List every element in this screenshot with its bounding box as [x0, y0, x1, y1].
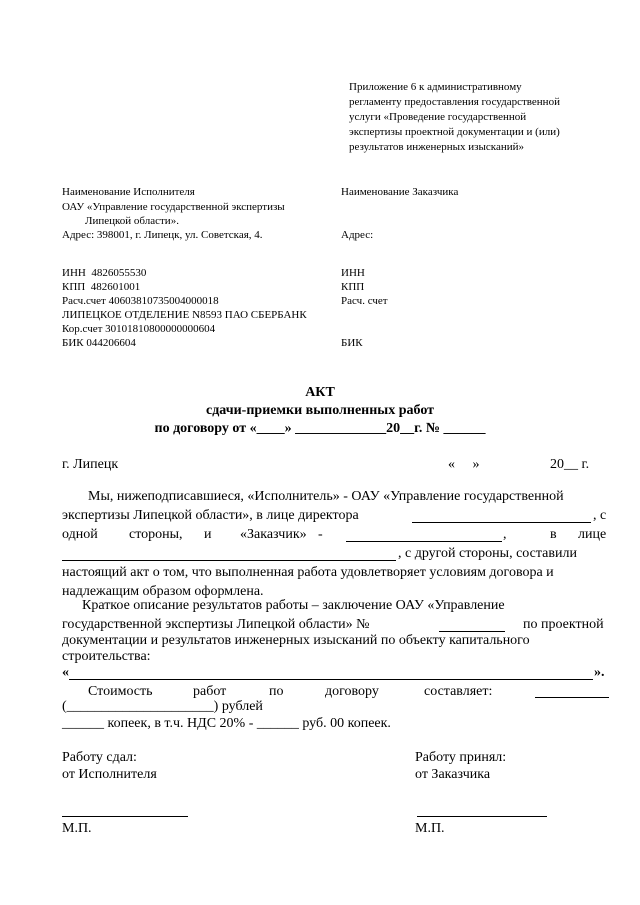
body-word: «Заказчик»	[240, 527, 307, 542]
object-close-quote: ».	[594, 665, 605, 680]
signature-right-label: Работу принял:	[415, 750, 507, 765]
executor-kpp: КПП 482601001	[62, 281, 141, 293]
object-name-blank	[69, 679, 593, 680]
rubles-line: (_____________________) рублей	[62, 699, 263, 714]
body-line: документации и результатов инженерных изысканий по объекту капитального	[62, 633, 530, 648]
cost-word: договору	[325, 684, 379, 699]
body-word: ,	[503, 527, 507, 542]
body-word: лице	[578, 527, 607, 542]
appendix-line: услуги «Проведение государственной	[349, 111, 527, 123]
cost-word: составляет:	[424, 684, 493, 699]
body-line: надлежащим образом оформлена.	[62, 584, 264, 599]
customer-name-blank	[346, 541, 502, 542]
body-line: настоящий акт о том, что выполненная работа удовлетворяет условиям договора и	[62, 565, 554, 580]
body-word: и	[204, 527, 212, 542]
executor-name-cont: Липецкой области».	[85, 215, 179, 227]
date-quotes: « »	[448, 457, 480, 472]
executor-address: Адрес: 398001, г. Липецк, ул. Советская, 4.	[62, 229, 263, 241]
body-line: Краткое описание результатов работы – заключение ОАУ «Управление	[82, 598, 505, 613]
cost-word: Стоимость	[88, 684, 153, 699]
appendix-line: регламенту предоставления государственной	[349, 96, 560, 108]
appendix-line: экспертизы проектной документации и (или)	[349, 126, 560, 138]
cost-amount-blank	[535, 697, 609, 698]
executor-bik: БИК 044206604	[62, 337, 136, 349]
body-word: в	[550, 527, 557, 542]
customer-account: Расч. счет	[341, 295, 388, 307]
appendix-line: результатов инженерных изысканий»	[349, 141, 525, 153]
customer-heading: Наименование Заказчика	[341, 186, 459, 198]
cost-word: по	[269, 684, 284, 699]
document-subtitle: сдачи-приемки выполненных работ	[205, 403, 435, 418]
stamp-left: М.П.	[62, 821, 92, 836]
body-line: государственной экспертизы Липецкой области» №	[62, 617, 370, 632]
customer-inn: ИНН	[341, 267, 365, 279]
stamp-right: М.П.	[415, 821, 445, 836]
body-line: экспертизы Липецкой области», в лице директора	[62, 508, 359, 523]
body-word: стороны,	[129, 527, 183, 542]
executor-inn: ИНН 4826055530	[62, 267, 147, 279]
executor-heading: Наименование Исполнителя	[62, 186, 195, 198]
cost-word: работ	[193, 684, 227, 699]
representative-name-blank	[62, 560, 396, 561]
body-word: -	[318, 527, 323, 542]
signature-line-executor	[62, 816, 188, 817]
signature-line-customer	[417, 816, 547, 817]
body-word: одной	[62, 527, 98, 542]
customer-kpp: КПП	[341, 281, 365, 293]
customer-bik: БИК	[341, 337, 363, 349]
executor-bank: ЛИПЕЦКОЕ ОТДЕЛЕНИЕ N8593 ПАО СБЕРБАНК	[62, 309, 307, 321]
appendix-line: Приложение 6 к административному	[349, 81, 522, 93]
body-text: по проектной	[523, 617, 604, 632]
contract-reference: по договору от «____» _____________20__г. № ______	[154, 421, 486, 436]
executor-name: ОАУ «Управление государственной экспертизы	[62, 201, 285, 213]
signature-right-party: от Заказчика	[415, 767, 491, 782]
body-text: , с	[593, 508, 607, 523]
city: г. Липецк	[62, 457, 119, 472]
kopeks-line: ______ копеек, в т.ч. НДС 20% - ______ руб. 00 копеек.	[62, 716, 391, 731]
date-year: 20__ г.	[550, 457, 590, 472]
director-name-blank	[412, 522, 591, 523]
customer-address: Адрес:	[341, 229, 374, 241]
body-text: , с другой стороны, составили	[398, 546, 577, 561]
body-line: Мы, нижеподписавшиеся, «Исполнитель» - ОАУ «Управление государственной	[88, 489, 564, 504]
signature-left-party: от Исполнителя	[62, 767, 157, 782]
object-open-quote: «	[62, 665, 69, 680]
signature-left-label: Работу сдал:	[62, 750, 137, 765]
executor-corr-account: Кор.счет 30101810800000000604	[62, 323, 216, 335]
executor-account: Расч.счет 40603810735004000018	[62, 295, 219, 307]
body-line: строительства:	[62, 649, 151, 664]
document-title: АКТ	[305, 385, 335, 400]
